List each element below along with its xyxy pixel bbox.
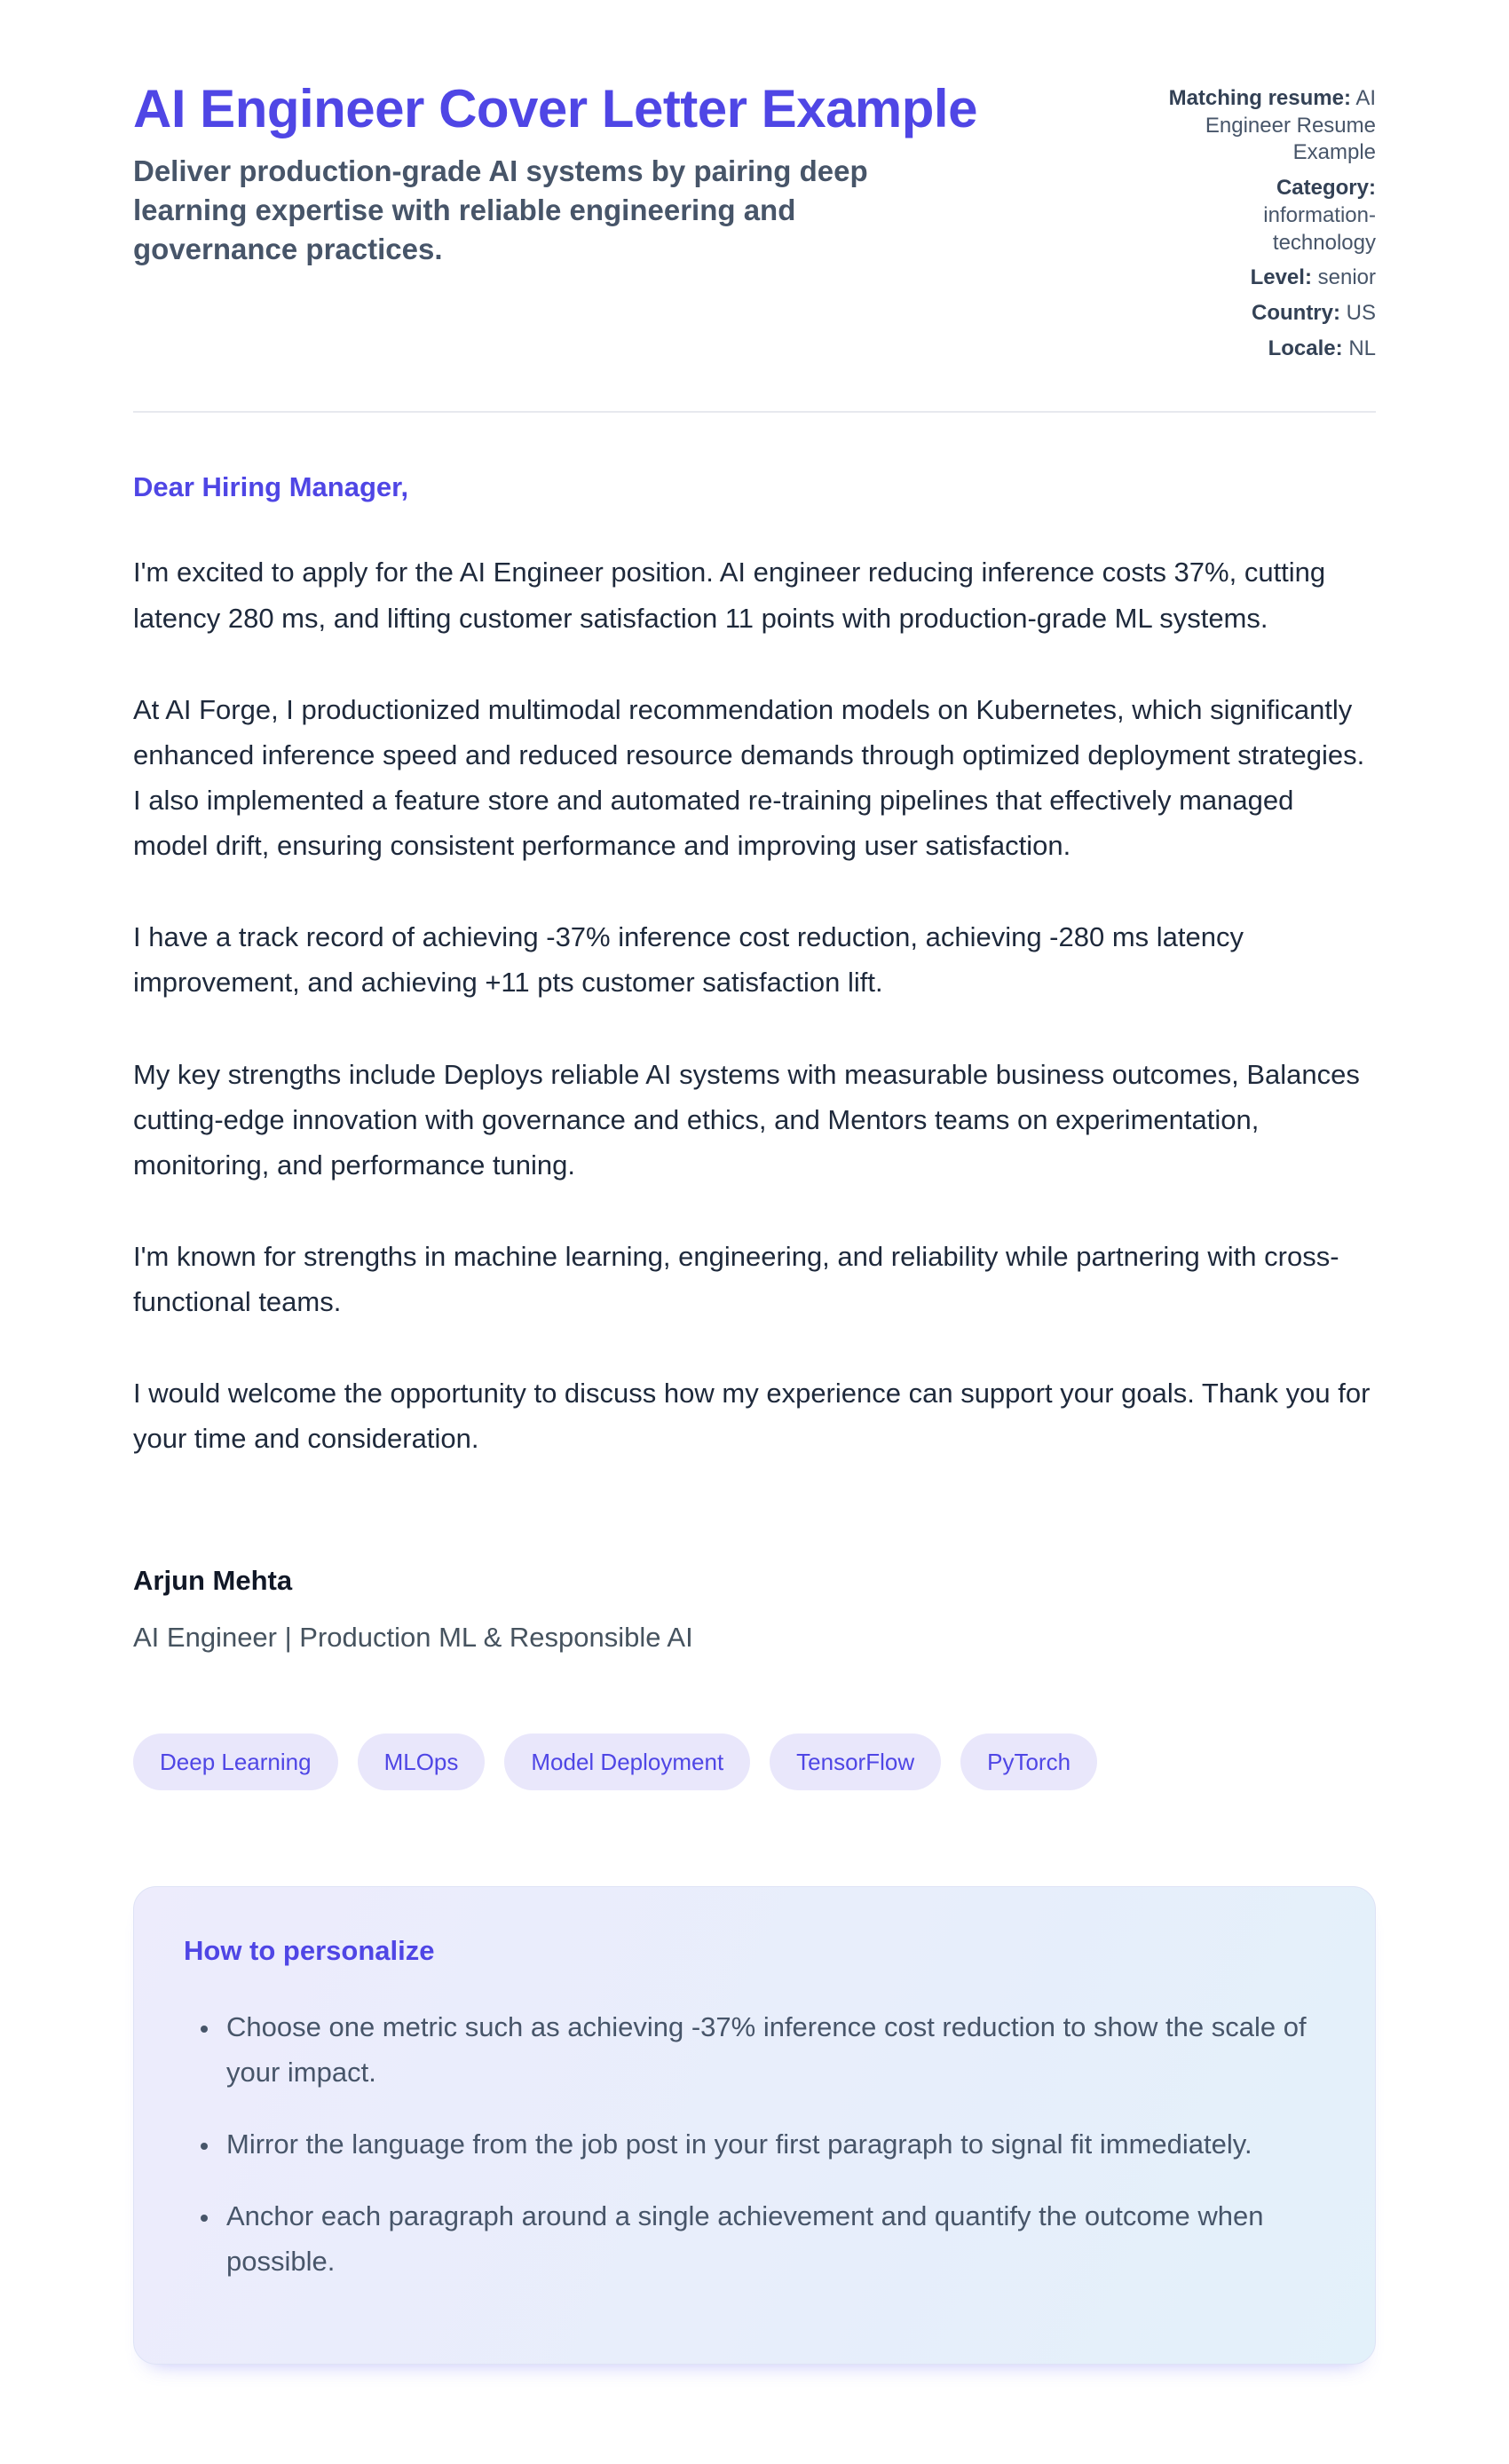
skill-tags	[133, 1733, 1376, 1790]
meta-value: AI Engineer Resume Example	[1205, 86, 1376, 165]
meta-item	[1163, 175, 1376, 257]
personalize-tips	[184, 2004, 1325, 2285]
letter-paragraph: At AI Forge, I productionized multimodal recommendation models on Kubernetes, which significantly enhanced inference speed and reduced resource demands through optimized deployment strategies. I also implemented a feature store and automated re-training pipelines that effectively managed model drift, ensuring consistent performance and improving user satisfaction.	[133, 693, 1365, 862]
meta-label: Level:	[1250, 265, 1312, 290]
meta-item	[1163, 85, 1376, 167]
meta-label: Matching resume:	[1168, 86, 1351, 110]
personalize-tip: • Anchor each paragraph around a single achievement and quantify the outcome when possible.	[221, 2193, 1322, 2284]
letter-paragraph: I have a track record of achieving -37% inference cost reduction, achieving -280 ms latency improvement, and achieving +11 pts customer satisfaction lift.	[133, 921, 1244, 999]
page-header	[133, 78, 1376, 370]
signature-role: AI Engineer | Production ML & Responsible AI	[133, 1621, 693, 1653]
letter-paragraph: I'm excited to apply for the AI Engineer position. AI engineer reducing inference costs 37%, cutting latency 280 ms, and lifting customer satisfaction 11 points with production-grade ML systems.	[133, 557, 1326, 634]
personalize-box	[133, 1886, 1376, 2365]
page-title: AI Engineer Cover Letter Example	[133, 79, 977, 138]
meta-item	[1163, 336, 1376, 363]
page-subtitle: Deliver production-grade AI systems by pairing deep learning expertise with reliable engineering and governance practices.	[133, 154, 868, 265]
personalize-tip: • Mirror the language from the job post in your first paragraph to signal fit immediately.	[221, 2121, 1322, 2167]
skill-tag: Deep Learning	[133, 1733, 338, 1790]
meta-value: information-technology	[1263, 202, 1376, 255]
letter-paragraph: I would welcome the opportunity to discuss how my experience can support your goals. Thank you for your time and consideration.	[133, 1378, 1371, 1455]
meta-label: Country:	[1252, 301, 1340, 326]
meta-value: NL	[1348, 336, 1376, 360]
meta-item	[1163, 265, 1376, 292]
header-divider	[133, 411, 1376, 413]
skill-tag: MLOps	[358, 1733, 486, 1790]
meta-item	[1163, 300, 1376, 328]
meta-label: Locale:	[1268, 336, 1343, 360]
greeting: Dear Hiring Manager,	[133, 471, 409, 503]
personalize-title: How to personalize	[184, 1934, 435, 1966]
letter-paragraph: I'm known for strengths in machine learning, engineering, and reliability while partnering with cross-functional teams.	[133, 1241, 1339, 1318]
meta-value: US	[1346, 301, 1376, 326]
personalize-tip: • Choose one metric such as achieving -37% inference cost reduction to show the scale of your impact.	[221, 2004, 1322, 2095]
skill-tag: Model Deployment	[504, 1733, 750, 1790]
meta-value: senior	[1317, 265, 1376, 290]
resume-meta	[1163, 78, 1376, 370]
letter-paragraph: My key strengths include Deploys reliable AI systems with measurable business outcomes, Balances cutting-edge innovation with governance and ethics, and Mentors teams on experimentation, monitoring, and performance tuning.	[133, 1058, 1360, 1181]
meta-label: Category:	[1276, 176, 1376, 201]
signature-name: Arjun Mehta	[133, 1564, 293, 1596]
header-title-block	[133, 78, 977, 269]
skill-tag: TensorFlow	[770, 1733, 941, 1790]
letter-body	[133, 471, 1376, 1653]
skill-tag: PyTorch	[960, 1733, 1097, 1790]
